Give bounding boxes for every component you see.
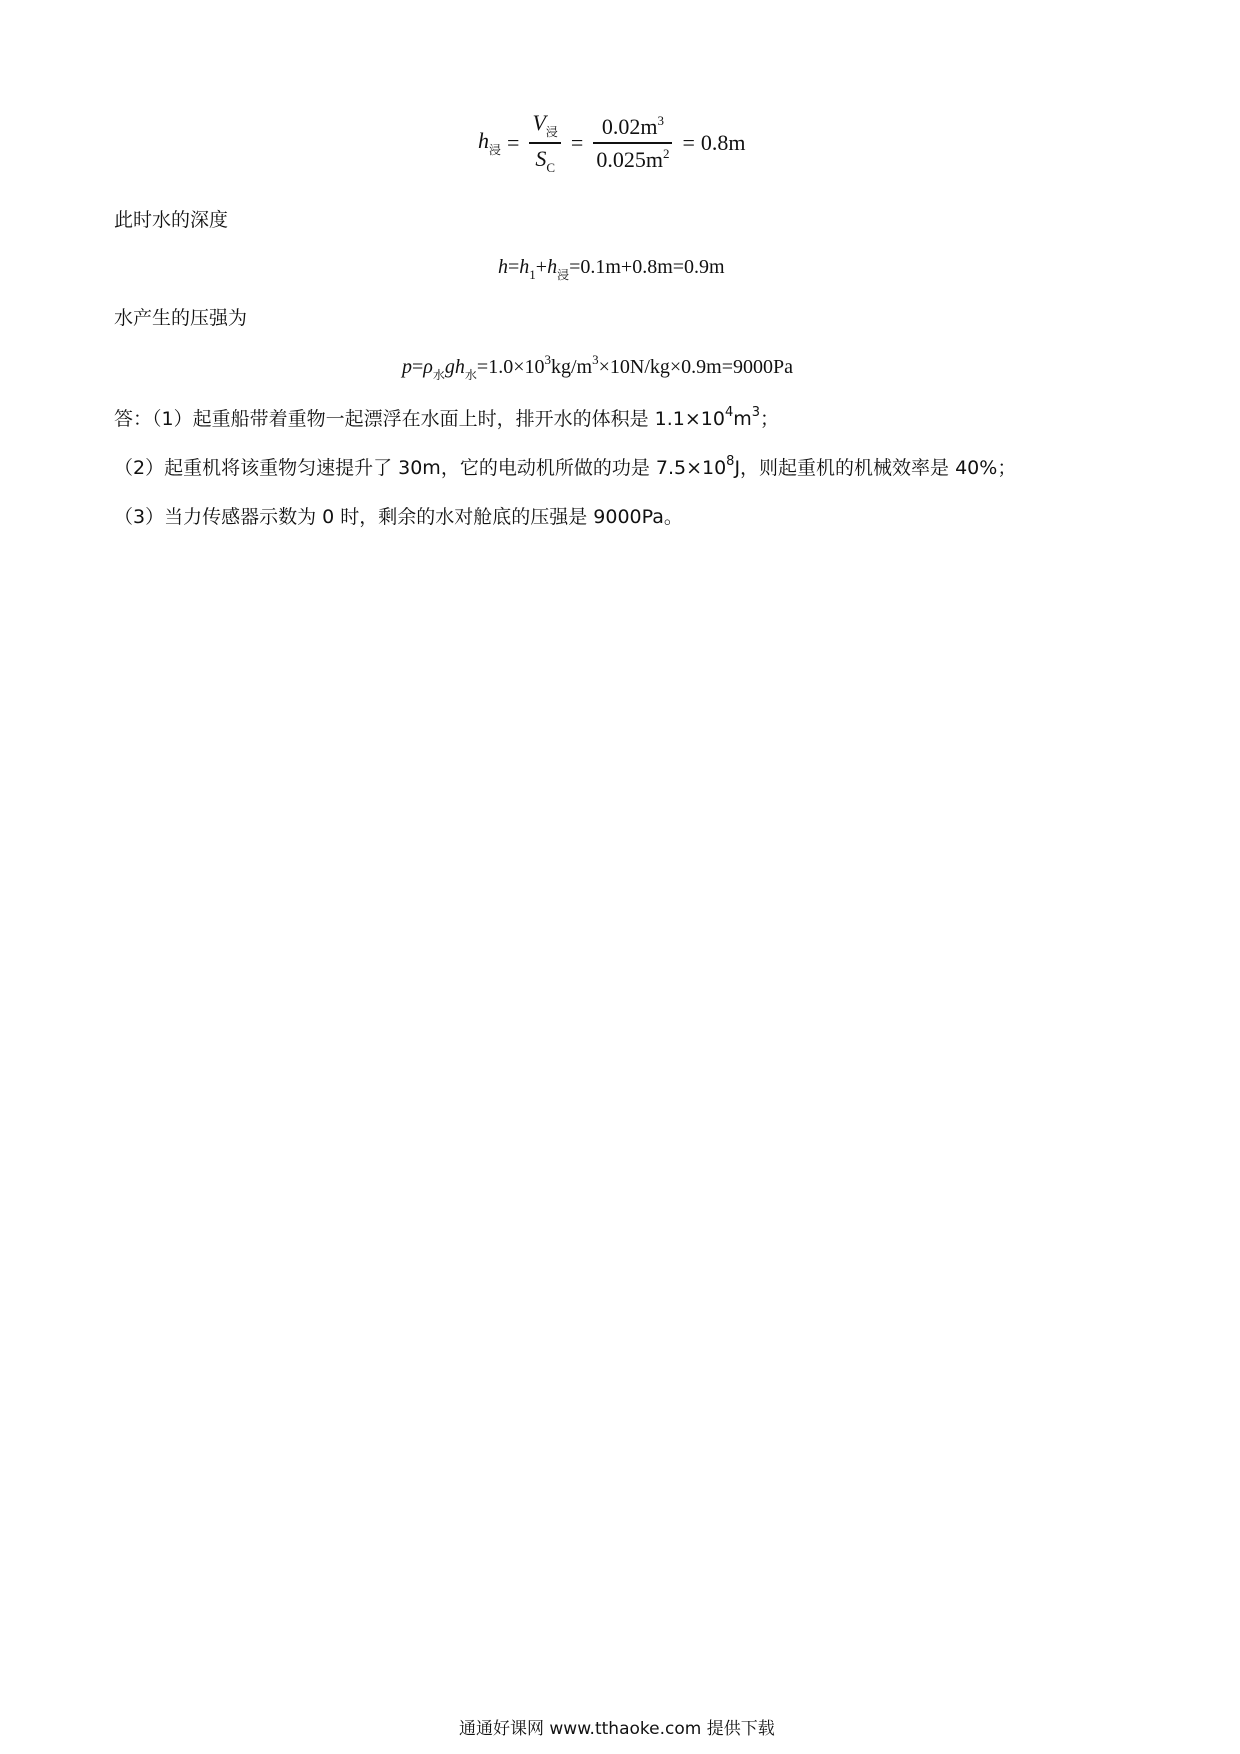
formula1-frac2-numerator: $0.02m^3$ <box>601 113 664 139</box>
formula1-eq1: = <box>507 129 520 155</box>
page-footer: 通通好课网 www.tthaoke.com 提供下载 <box>459 1719 775 1739</box>
answer-1: 答：（1）起重船带着重物一起漂浮在水面上时，排开水的体积是 $1.1\times 10^4m^3$； <box>114 405 780 430</box>
formula1-frac1-numerator: $V_浸$ <box>532 110 558 139</box>
formula1-lhs: $h_浸$ <box>478 127 502 157</box>
formula-water-depth: $h=h_1+h_浸=0.1m+0.8m=0.9m$ <box>498 256 725 282</box>
formula-water-pressure: $p=\rho_水gh_水=1.0\times 10^3kg/m^3\times 10N/kg\times 0.9m=9000Pa$ <box>402 352 794 382</box>
formula1-result: 0.8m <box>700 129 746 155</box>
formula1-fraction-values <box>593 113 672 173</box>
formula1-frac1-denominator: $S_C$ <box>535 145 555 175</box>
pressure-label: 水产生的压强为 <box>114 307 248 329</box>
depth-label: 此时水的深度 <box>114 209 229 231</box>
formula1-eq3: = <box>682 129 695 155</box>
formula1-eq2: = <box>570 129 584 155</box>
formula1-frac2-denominator: $0.025m^2$ <box>596 145 670 172</box>
formula1-fraction-v-over-s <box>529 110 560 176</box>
answer-2: （2）起重机将该重物匀速提升了 30m，它的电动机所做的功是 $7.5\times 10^8J$，则起重机的机械效率是 40%； <box>114 454 1017 479</box>
formula-h-immersed <box>478 110 746 176</box>
answer-3: （3）当力传感器示数为 0 时，剩余的水对舱底的压强是 9000Pa。 <box>114 506 683 528</box>
